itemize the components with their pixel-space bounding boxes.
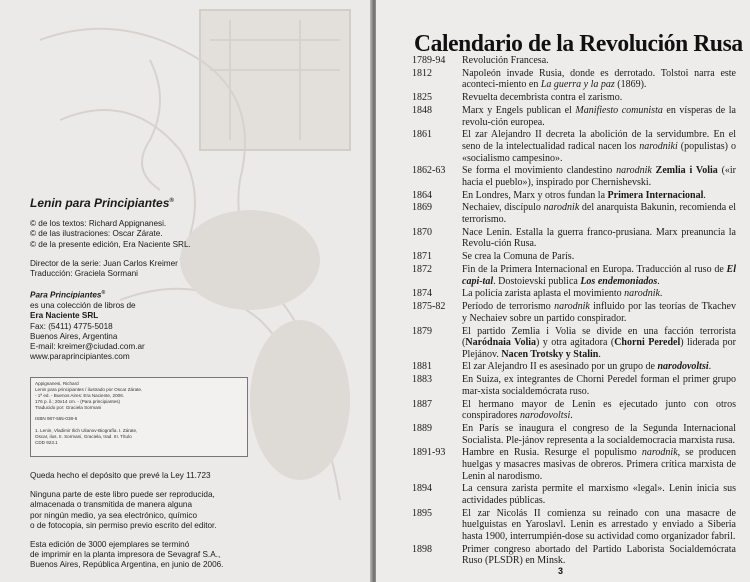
entry-year: 1883 <box>412 374 432 386</box>
chronology-entry <box>412 447 736 482</box>
catalog-line: Oscar, ilus. II. Sormani, Graciela, trad. III. Título <box>35 434 132 440</box>
entry-year: 1874 <box>412 288 432 300</box>
catalog-line: Lenin para principiantes / ilustrado por Oscar Zárate. <box>35 386 143 392</box>
rights-line: por ningún medio, ya sea electrónico, químico <box>30 510 198 520</box>
right-page <box>376 0 750 582</box>
legal-deposit: Queda hecho el depósito que prevé la Ley 11.723 <box>30 471 211 480</box>
entry-year: 1889 <box>412 423 432 434</box>
chronology-entry <box>412 374 736 397</box>
page-number: 3 <box>558 566 564 576</box>
left-page <box>0 0 372 582</box>
catalog-line: - 1ª ed. - Buenos Aires: Era Naciente, 2006. <box>35 392 125 398</box>
credit-line: © de los textos: Richard Appignanesi. <box>30 219 167 229</box>
chronology-entry <box>412 68 736 91</box>
chronology-entry <box>412 483 736 506</box>
chronology-entry <box>412 361 736 373</box>
entry-year: 1875-82 <box>412 301 446 313</box>
publisher-contact: www.paraprincipiantes.com <box>30 352 130 362</box>
entry-text: Nace Lenin. Estalla la guerra franco-prusiana. Marx preanuncia la Revolu-ción Rusa. <box>462 226 736 250</box>
chronology-entry <box>412 544 736 567</box>
printing-line: Esta edición de 3000 ejemplares se terminó <box>30 540 190 550</box>
entry-year: 1872 <box>412 263 432 275</box>
entry-year: 1894 <box>412 483 432 495</box>
catalog-line: 176 p. il.; 20x14 cm. - (Para principiantes) <box>35 398 121 404</box>
page-title: Calendario de la Revolución Rusa <box>414 30 743 57</box>
credit-line: © de las ilustraciones: Oscar Zárate. <box>30 229 163 239</box>
catalog-line: 1. Lenin, Vladimir Ilich Ulianov-Biografía. I. Zárate, <box>35 428 138 434</box>
chronology-entry <box>412 202 736 225</box>
entry-year: 1812 <box>412 67 432 79</box>
entry-text: Se crea la Comuna de París. <box>462 251 575 263</box>
chronology-entry <box>412 423 736 446</box>
chronology-entry <box>412 165 736 188</box>
entry-text: En Londres, Marx y otros fundan la Primera Internacional. <box>462 189 706 201</box>
entry-text: Revolución Francesa. <box>462 55 549 66</box>
entry-text: Fin de la Primera Internacional en Europa. Traducción al ruso de El capi-tal. Dostoievski publica Los endemoniados. <box>462 263 736 287</box>
entry-text: El zar Alejandro II decreta la abolición de la servidumbre. En el seno de la intelectualidad radical nacen los narodniki (populistas) o «socialismo campesino». <box>462 129 736 164</box>
entry-year: 1861 <box>412 129 432 141</box>
entry-year: 1864 <box>412 189 432 201</box>
entry-text: Hambre en Rusia. Resurge el populismo narodnik, se producen huelgas y masacres masivas de obreros. Primera crítica marxista de Lenin al narodismo. <box>462 447 736 482</box>
entry-year: 1869 <box>412 202 432 214</box>
entry-text: Se forma el movimiento clandestino narodnik Zemlia i Volia («ir hacia el pueblo»), inspirado por Chernishevski. <box>462 165 737 188</box>
chronology-entry <box>412 288 736 300</box>
book-title: Lenin para Principiantes® <box>30 196 174 210</box>
series-name: Para Principiantes® <box>30 290 106 300</box>
catalog-line: Traducido por: Graciela Sormani <box>35 404 102 410</box>
chronology-entry <box>412 227 736 250</box>
rights-line: Ninguna parte de este libro puede ser reproducida, <box>30 490 215 500</box>
entry-year: 1870 <box>412 226 432 238</box>
entry-text: Nechaiev, discípulo narodnik del anarquista Bakunin, recomienda el terrorismo. <box>462 202 736 226</box>
legal-block <box>30 471 350 571</box>
copyright-block <box>30 196 350 362</box>
publisher-line: es una colección de libros de <box>30 301 136 311</box>
catalog-line: ISBN 987-555-038-6 <box>35 416 78 422</box>
chronology-entry <box>412 105 736 128</box>
chronology-entry <box>412 301 736 324</box>
catalog-record-box <box>30 377 248 457</box>
entry-text: En Suiza, ex integrantes de Chorni Peredel forman el primer grupo mar-xista socialdemócrata ruso. <box>462 374 736 397</box>
publisher-name: Era Naciente SRL <box>30 311 99 321</box>
staff-line: Director de la serie: Juan Carlos Kreimer <box>30 258 178 268</box>
credit-line: © de la presente edición, Era Naciente SRL. <box>30 239 191 249</box>
entry-text: Napoleón invade Rusia, donde es derrotado. Tolstoi narra este aconteci-miento en La guerra y la paz (1869). <box>462 67 736 91</box>
publisher-contact: E-mail: kreimer@ciudad.com.ar <box>30 341 145 351</box>
chronology-list <box>412 55 736 568</box>
entry-year: 1848 <box>412 104 432 116</box>
entry-year: 1887 <box>412 398 432 410</box>
entry-text: Primer congreso abortado del Partido Laborista Socialdemócrata Ruso (PLSDR) en Minsk. <box>462 543 736 567</box>
chronology-entry <box>412 508 736 543</box>
entry-text: En París se inaugura el congreso de la Segunda Internacional Socialista. Ple-jánov representa a la socialdemocracia marxista rusa. <box>462 423 736 446</box>
entry-year: 1898 <box>412 543 432 555</box>
entry-text: Período de terrorismo narodnik influido por las teorías de Tkachev y Nechaiev sobre un partido conspirador. <box>462 301 736 324</box>
catalog-line: Appignanesi, Richard <box>35 381 79 386</box>
chronology-entry <box>412 129 736 164</box>
publisher-contact: Fax: (5411) 4775-5018 <box>30 321 113 331</box>
entry-text: Revuelta decembrista contra el zarismo. <box>462 92 623 104</box>
printing-line: Buenos Aires, República Argentina, en junio de 2006. <box>30 560 224 570</box>
chronology-entry <box>412 190 736 202</box>
entry-text: El hermano mayor de Lenin es ejecutado junto con otros conspiradores narodovoltsi. <box>462 398 736 422</box>
chronology-entry <box>412 399 736 422</box>
entry-text: La censura zarista permite el marxismo «legal». Lenin inicia sus actividades públicas. <box>462 483 736 506</box>
entry-text: La policía zarista aplasta el movimiento narodnik. <box>462 288 663 300</box>
entry-year: 1789-94 <box>412 55 446 66</box>
publisher-contact: Buenos Aires, Argentina <box>30 331 118 341</box>
entry-year: 1881 <box>412 361 432 373</box>
entry-year: 1879 <box>412 325 432 337</box>
entry-year: 1895 <box>412 507 432 519</box>
entry-year: 1825 <box>412 92 432 104</box>
catalog-line: CDD 923.1 <box>35 440 58 446</box>
chronology-entry <box>412 326 736 361</box>
entry-text: El partido Zemlia i Volia se divide en una facción terrorista (Naródnaia Volia) y otra agitadora (Chorni Peredel) liderada por Plejánov. Nacen Trotsky y Stalin. <box>462 325 736 360</box>
chronology-entry <box>412 92 736 104</box>
entry-text: El zar Nicolás II comienza su reinado con una masacre de huelguistas en Yaroslavl. Lenin es arrestado y enviado a Siberia hasta 1900, interrumpién-dose su actividad como organizador fabril. <box>462 507 736 542</box>
entry-year: 1862-63 <box>412 165 446 177</box>
entry-text: Marx y Engels publican el Manifiesto comunista en vísperas de la revolu-ción europea. <box>462 104 736 128</box>
staff-line: Traducción: Graciela Sormani <box>30 269 138 279</box>
chronology-entry <box>412 251 736 263</box>
entry-year: 1871 <box>412 251 432 263</box>
rights-line: almacenada o transmitida de manera alguna <box>30 500 193 510</box>
rights-line: o de fotocopia, sin permiso previo escrito del editor. <box>30 520 217 530</box>
chronology-entry <box>412 55 736 67</box>
entry-text: El zar Alejandro II es asesinado por un grupo de narodovoltsi. <box>462 361 712 373</box>
chronology-entry <box>412 264 736 287</box>
entry-year: 1891-93 <box>412 447 446 459</box>
printing-line: de imprimir en la planta impresora de Sevagraf S.A., <box>30 550 221 560</box>
